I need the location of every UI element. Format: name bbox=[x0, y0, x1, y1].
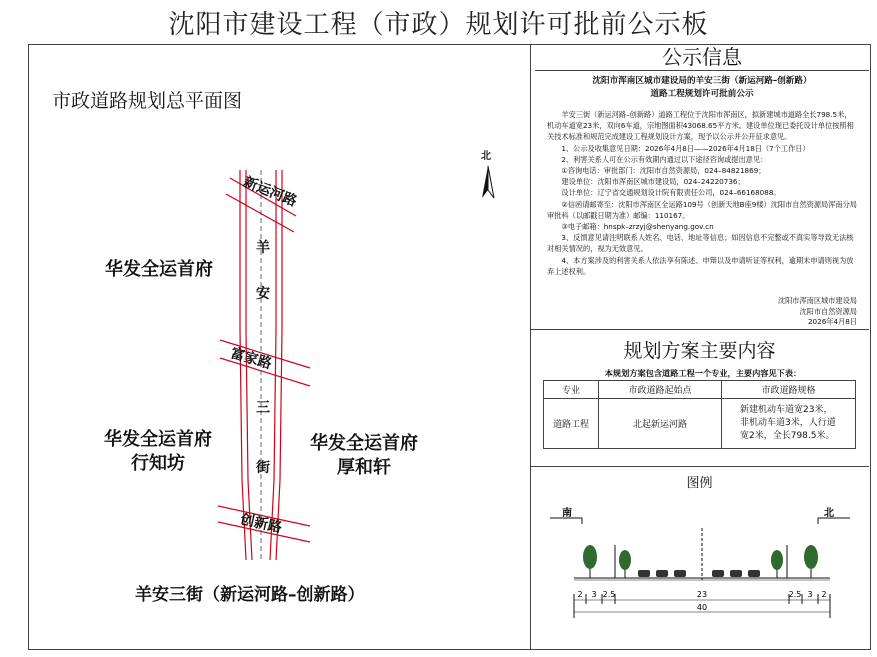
place-label-line: 厚和轩 bbox=[337, 457, 391, 478]
place-label-huafa: 华发全运首府 bbox=[105, 259, 213, 280]
cell-range: 北起新运河路 bbox=[599, 399, 722, 449]
signature-line: 2026年4月8日 bbox=[807, 317, 857, 326]
dim-label: 2.5 bbox=[788, 590, 802, 599]
road-label-main-char: 三 bbox=[256, 400, 270, 416]
board-title: 沈阳市建设工程（市政）规划许可批前公示板 bbox=[168, 10, 709, 40]
place-label-line: 行知坊 bbox=[131, 453, 185, 474]
cross-section-svg bbox=[540, 500, 860, 630]
road-label-main-char: 羊 bbox=[256, 240, 270, 256]
legend-title: 图例 bbox=[686, 476, 713, 491]
dim-label: 23 bbox=[696, 590, 708, 599]
public-info-panel bbox=[535, 44, 869, 327]
place-label-line: 华发全运首府 bbox=[104, 429, 212, 450]
plan-table bbox=[543, 380, 856, 449]
info-paragraph: ②信函请邮寄至：沈阳市浑南区全运路109号（创新天地B座9楼）沈阳市自然资源局浑南分局审批科（以邮戳日期为准）邮编：110167。 bbox=[547, 199, 857, 220]
plan-heading: 规划方案主要内容 bbox=[623, 340, 776, 362]
public-info-heading: 公示信息 bbox=[535, 44, 869, 71]
road-label-main-char: 安 bbox=[256, 286, 270, 302]
info-paragraph: 羊安三街（新运河路–创新路）道路工程位于沈阳市浑南区，拟新建城市道路全长798.5米，机动车道宽23米，双向6车道，宗地图面积43068.65平方米。建设单位现已委托设计单位按照相关技术标准和规范完成建设工程规划设计方案，现予以公示并公开征求意见。 bbox=[547, 110, 854, 142]
dim-label: 2.5 bbox=[602, 590, 616, 599]
spec-line: 非机动车道3米，人行道 bbox=[740, 418, 836, 428]
dim-label: 3 bbox=[807, 590, 813, 599]
info-paragraph: ①咨询电话：审批部门：沈阳市自然资源局，024–84821869； bbox=[547, 166, 766, 176]
column-header: 市政道路起始点 bbox=[599, 381, 722, 399]
subtitle-line: 沈阳市浑南区城市建设局的羊安三街（新运河路–创新路） bbox=[592, 76, 812, 86]
dim-label: 3 bbox=[591, 590, 597, 599]
dim-label: 2 bbox=[821, 590, 827, 599]
info-paragraph: 1、公示及收集意见日期：2026年4月8日——2026年4月18日（7个工作日） bbox=[547, 143, 810, 153]
section-divider bbox=[530, 329, 869, 330]
place-label-line: 华发全运首府 bbox=[310, 433, 418, 454]
road-label-xinyunhe: 新运河路 bbox=[241, 174, 299, 210]
info-paragraph: 设计单位：辽宁省交通规划设计院有限责任公司，024–66168088。 bbox=[547, 188, 781, 198]
column-header: 市政道路规格 bbox=[722, 381, 856, 399]
spec-line: 新建机动车道宽23米， bbox=[740, 405, 833, 415]
place-label-houhexuan bbox=[310, 432, 418, 480]
info-paragraph: 3、反馈意见请注明联系人姓名、电话、地址等信息；如因信息不完整或不真实等导致无法核对相关情况的，视为无效意见。 bbox=[547, 233, 854, 254]
dim-label: 2 bbox=[577, 590, 583, 599]
info-paragraph: ③电子邮箱：hnspk–zrzyj@shenyang.gov.cn bbox=[547, 222, 714, 232]
signature-line: 沈阳市自然资源局 bbox=[799, 306, 857, 316]
info-paragraph: 建设单位：沈阳市浑南区城市建设局，024–24220736； bbox=[547, 177, 745, 187]
signature-line: 沈阳市浑南区城市建设局 bbox=[777, 296, 857, 305]
subtitle-line: 道路工程规划许可批前公示 bbox=[650, 89, 754, 99]
legend-south: 南 bbox=[562, 508, 572, 519]
road-label-chuangxin: 创新路 bbox=[238, 511, 284, 537]
dim-total: 40 bbox=[696, 603, 708, 612]
legend-north: 北 bbox=[824, 508, 834, 519]
info-paragraph: 2、利害关系人可在公示有效期内通过以下途径咨询或提出意见： bbox=[547, 154, 768, 164]
cell-spec bbox=[722, 399, 856, 449]
table-header-row bbox=[544, 381, 856, 399]
public-info-subtitle bbox=[535, 75, 869, 101]
site-plan-title: 市政道路规划总平面图 bbox=[52, 90, 243, 112]
section-divider bbox=[530, 466, 869, 467]
road-label-main-char: 街 bbox=[256, 460, 270, 476]
cell-major: 道路工程 bbox=[544, 399, 599, 449]
public-info-body bbox=[547, 109, 857, 277]
table-row bbox=[544, 399, 856, 449]
spec-line: 宽2米，全长798.5米。 bbox=[740, 431, 835, 441]
column-header: 专业 bbox=[544, 381, 599, 399]
project-caption: 羊安三街（新运河路–创新路） bbox=[135, 585, 365, 605]
road-label-fujia: 富家路 bbox=[228, 345, 274, 373]
cross-section-drawing bbox=[540, 500, 860, 630]
signature-block bbox=[778, 296, 857, 328]
plan-intro: 本规划方案包含道路工程一个专业，主要内容见下表： bbox=[604, 368, 802, 378]
north-label: 北 bbox=[481, 151, 491, 162]
info-paragraph: 4、本方案涉及的利害关系人依法享有陈述、申辩以及申请听证等权利，逾期未申请则视为放弃上述权利。 bbox=[547, 255, 854, 276]
place-label-xingzhifang bbox=[104, 428, 212, 476]
